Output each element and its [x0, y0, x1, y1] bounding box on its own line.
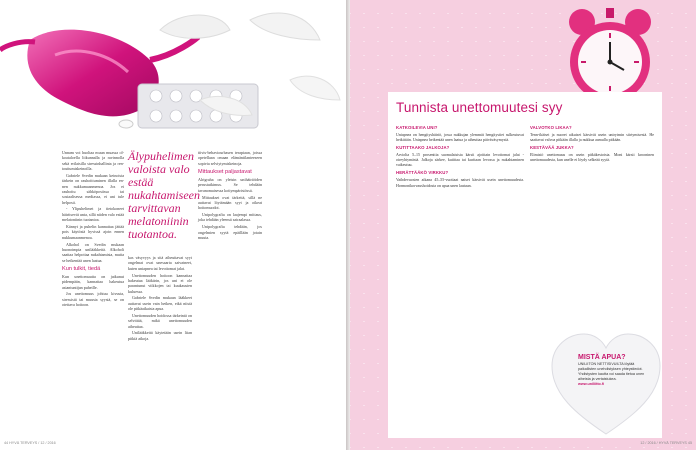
paragraph: tiivis-behaviourbasen terapiaan, joissa opetellaan omaan elämäntilanteeseen sopivia selviytymiskeinoja. — [198, 150, 262, 166]
section-heading: KATKOILEVIA UNI? — [396, 125, 438, 130]
section-heading: KUTITTAAKO JALKOJA? — [396, 145, 450, 151]
paragraph: Unipolygrafia tehdään, jos ongelmien syytä epäillään jotain muuta. — [198, 224, 262, 240]
paragraph: Elimistö unettomuus on usein pitkäkestoista. Moni kärsii krooninen unettomuudesta, kun unelle ei löydy selkeää syytä. — [530, 152, 654, 163]
paragraph: Unilääkkeitä käytetään usein liian pitkiä aikoja. — [128, 330, 192, 341]
right-column-1 — [396, 122, 524, 432]
paragraph: Unettomuuden hoitoon kannattaa hakeutua lääkärin, jos uni ei ole parantunut viikkojen tai kuukausien kuluessa. — [128, 272, 192, 294]
section-subhead: Kun tulkit, tiedä — [62, 265, 101, 272]
paragraph: Uniapnea on hengityshäiriö, jossa nukkujan ylemmät hengitystiet sulkeutuvat hetkittäin. Uniapnea heikentää unen laatua ja aiheuttaa päiväväsymystä. — [396, 132, 524, 143]
paragraph: Unnam voi huoltaa muun muassa ol-koataloella liikunnalla ja ravinnolla sekä erilaisilla stressinhallinta ja ren-touttumiskeinoilla. — [62, 150, 124, 172]
right-page — [350, 0, 696, 450]
help-title: MISTÄ APUA? — [578, 354, 626, 361]
left-page — [0, 0, 346, 450]
paragraph: Unipolygrafia on laajempi mittaus, joka tehdään yleensä sairaalassa. — [198, 212, 262, 223]
section-heading: VALVOTKO LIKAA? — [530, 125, 572, 130]
paragraph: - Ylipuhelimet ja tietokoneet häiritsevät unta, sillä niiden valo estää melatoniinin tuotantoa. — [62, 206, 124, 223]
paragraph: Mittaukset ovat tärkeitä, sillä ne auttavat löytämään syyt ja oikeat hoitomuodot. — [198, 194, 262, 211]
uniliitto-link[interactable]: www.uniliitto.fi — [578, 381, 605, 386]
section-heading: HERÄTTÄÄKÖ VIRKKU? — [396, 170, 449, 176]
paragraph: Arviolta 5–15 prosenttia suomalaisista kärsii ajoittain levottomat jalat -oireyhtymästä. Jalkoja särkee, kutittaa tai kuritaan levossa ja nukahtaminen vaikeutuu. — [396, 152, 524, 168]
paragraph: Unettomuuden hoidossa tärkeintä on selvittää, mikä unettomuuden aiheuttaa. — [128, 312, 192, 329]
section-heading: KESTÄVÄÄ JUKKA? — [530, 145, 574, 151]
paragraph: Kun unettomuutta on jatkunut pidempään, kannattaa hakeutua asiantuntijan puheille. — [62, 273, 124, 290]
page-folio-right: 12 / 2016 / HYVÄ TERVEYS 45 — [640, 441, 692, 445]
paragraph: Alkohol on Svedin mukaan huonoimpia unilääkkeitä. Alkoholi saattaa helpottaa nukahtamista, mutta se heikentää unen laatua. — [62, 241, 124, 263]
paragraph: Gabriele Svedin mukaan keinoista tärkein on rauhoittuminen illalla en-nen nukkumaanmenoa. Jos ei rauhoitu sähköpostissa tai sosiaalisessa mediassa, ei uni tule helposti. — [62, 172, 124, 205]
paragraph: Tenn-ikäiset ja nuoret aikuiset kärsivät usein unirytmin siirtymisestä. He saattavat valvoa pitkään illalla ja nukkua aamulla pitkään. — [530, 132, 654, 143]
section-subhead: Mittaukset paljastavat — [198, 169, 252, 176]
help-body: UNILIITON NETTISIVUILTA löytää paikallisten unehdistyksen yhteystiedot. Yhdistysten kautta voi saada tietoa unen aiheista ja vertaistukea. — [578, 362, 645, 381]
article-title: Tunnista unettomuutesi syy — [396, 100, 563, 115]
paragraph: Gabriele Svedin mukaan lääkkeet auttavat usein vain hetken, eikä niistä ole pitkäaikaista apua. — [128, 295, 192, 312]
paragraph: Kännyt ja puhelin kannattaa jättää pois käytöstä hyvissä ajoin ennen nukkumaanmenoa. — [62, 223, 124, 240]
right-column-2 — [530, 122, 654, 322]
paragraph: Alrigraha on yleisin unihäiriöiden perustutkimus. Se tehdään tavanomaisessa kotiympäristössä. — [198, 177, 262, 193]
feathers-image — [140, 0, 346, 135]
left-column-3 — [198, 150, 262, 440]
pull-quote: Älypuhelimen valoista valo estää nukahtamiseen tarvittavan melatoniinin tuotantoa. — [128, 149, 200, 241]
help-link[interactable] — [578, 382, 650, 387]
left-column-2 — [128, 255, 192, 440]
page-folio-left: 44 HYVÄ TERVEYS / 12 / 2016 — [4, 441, 56, 445]
help-box — [578, 354, 650, 387]
paragraph: Jos unettomuus johtuu kivusta, stressistä tai muusta syystä, se on otettava hoitoon. — [62, 291, 124, 308]
paragraph: kas väsyvyys ja sitä aiheuttavat syyt ongelmat ovat unesaarta saivatneet, kuten uniapnea tai levottomat jalat. — [128, 255, 192, 271]
paragraph: Vaihdevuosien aikana 45–55-vuotiaat naiset kärsivät usein unettomuudesta. Hormonikorvaushoidosta on apua unen laatuun. — [396, 177, 524, 188]
left-column-1 — [62, 150, 124, 440]
